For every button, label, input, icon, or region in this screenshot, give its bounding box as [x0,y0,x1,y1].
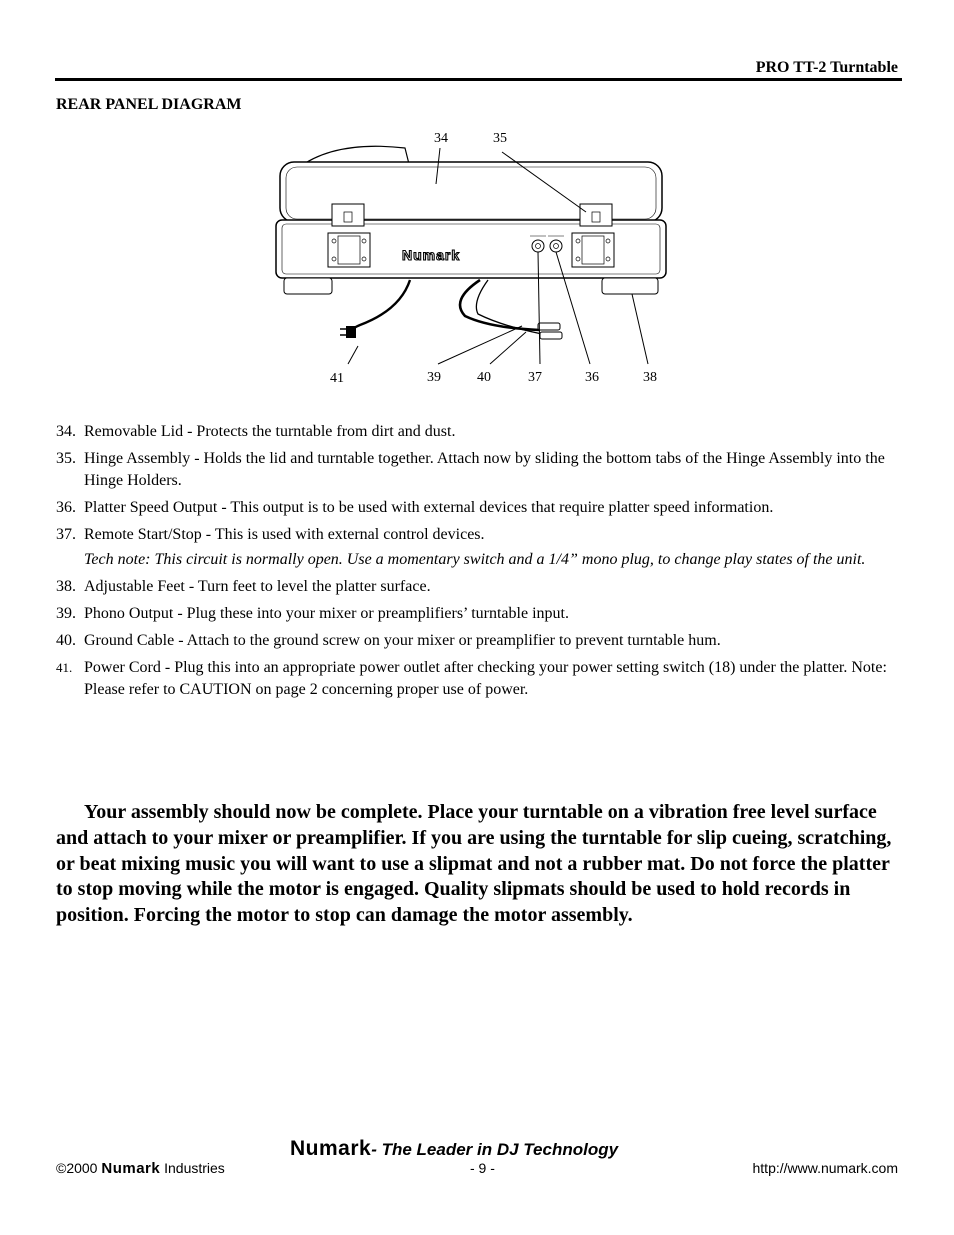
left-hinge-holder [328,233,370,267]
right-hinge-tab [580,204,612,226]
callout-37: 37 [528,370,542,385]
header-rule [55,78,902,81]
tech-note: Tech note: This circuit is normally open. Use a momentary switch and a 1/4” mono plug, to change play states of the unit. [84,551,866,568]
power-cord [352,280,410,333]
speed-output-jack [550,240,562,252]
page-header-title: PRO TT-2 Turntable [755,59,898,76]
diagram-brand-logo: Numark [402,247,461,263]
callout-34: 34 [434,131,448,146]
list-item: 34. Removable Lid - Protects the turntable from dirt and dust. [56,423,456,440]
callout-41: 41 [330,371,344,386]
page-number: - 9 - [470,1160,495,1176]
list-item: 35. Hinge Assembly - Holds the lid and turntable together. Attach now by sliding the bottom tabs of the Hinge Assembly into the Hinge Holders. [56,450,885,489]
section-title: REAR PANEL DIAGRAM [56,96,242,113]
list-item: 38. Adjustable Feet - Turn feet to level the platter surface. [56,578,431,595]
list-item: 39. Phono Output - Plug these into your mixer or preamplifiers’ turntable input. [56,605,569,622]
parts-list [56,421,901,706]
list-item: 40. Ground Cable - Attach to the ground screw on your mixer or preamplifier to prevent turntable hum. [56,632,721,649]
left-foot [284,278,332,294]
remote-jack [532,240,544,252]
list-item: 41. Power Cord - Plug this into an appropriate power outlet after checking your power setting switch (18) under the platter. Note: Please refer to CAUTION on page 2 concerning proper use of power. [56,659,887,698]
callout-38: 38 [643,370,657,385]
closing-paragraph: Your assembly should now be complete. Place your turntable on a vibration free level surface and attach to your mixer or preamplifier. If you are using the turntable for slip cueing, scratching, or beat mixing music you will want to use a slipmat and not a rubber mat. Do not force the platter to stop moving while the motor is engaged. Quality slipmats should be used to hold records in position. Forcing the motor to stop can damage the motor assembly. [56,801,892,927]
left-hinge-tab [332,204,364,226]
footer-brand-logo: Numark [290,1137,372,1160]
footer-company-logo: Numark [101,1160,161,1177]
list-item: 37. Remote Start/Stop - This is used with external control devices. Tech note: This circuit is normally open. Use a momentary switch and a 1/4” mono plug, to change play states of the unit. [56,524,901,571]
right-foot [602,278,658,294]
callout-36: 36 [585,370,599,385]
callout-35: 35 [493,131,507,146]
footer-tagline: Numark- The Leader in DJ Technology [290,1137,619,1160]
footer-url: http://www.numark.com [752,1160,898,1176]
footer-copyright: ©2000 Numark Industries [56,1160,225,1177]
callout-40: 40 [477,370,491,385]
callout-39: 39 [427,370,441,385]
list-item: 36. Platter Speed Output - This output is to be used with external devices that require platter speed information. [56,499,774,516]
power-plug [346,326,356,338]
rear-panel-diagram [250,120,700,390]
ground-cable [476,280,542,334]
right-hinge-holder [572,233,614,267]
